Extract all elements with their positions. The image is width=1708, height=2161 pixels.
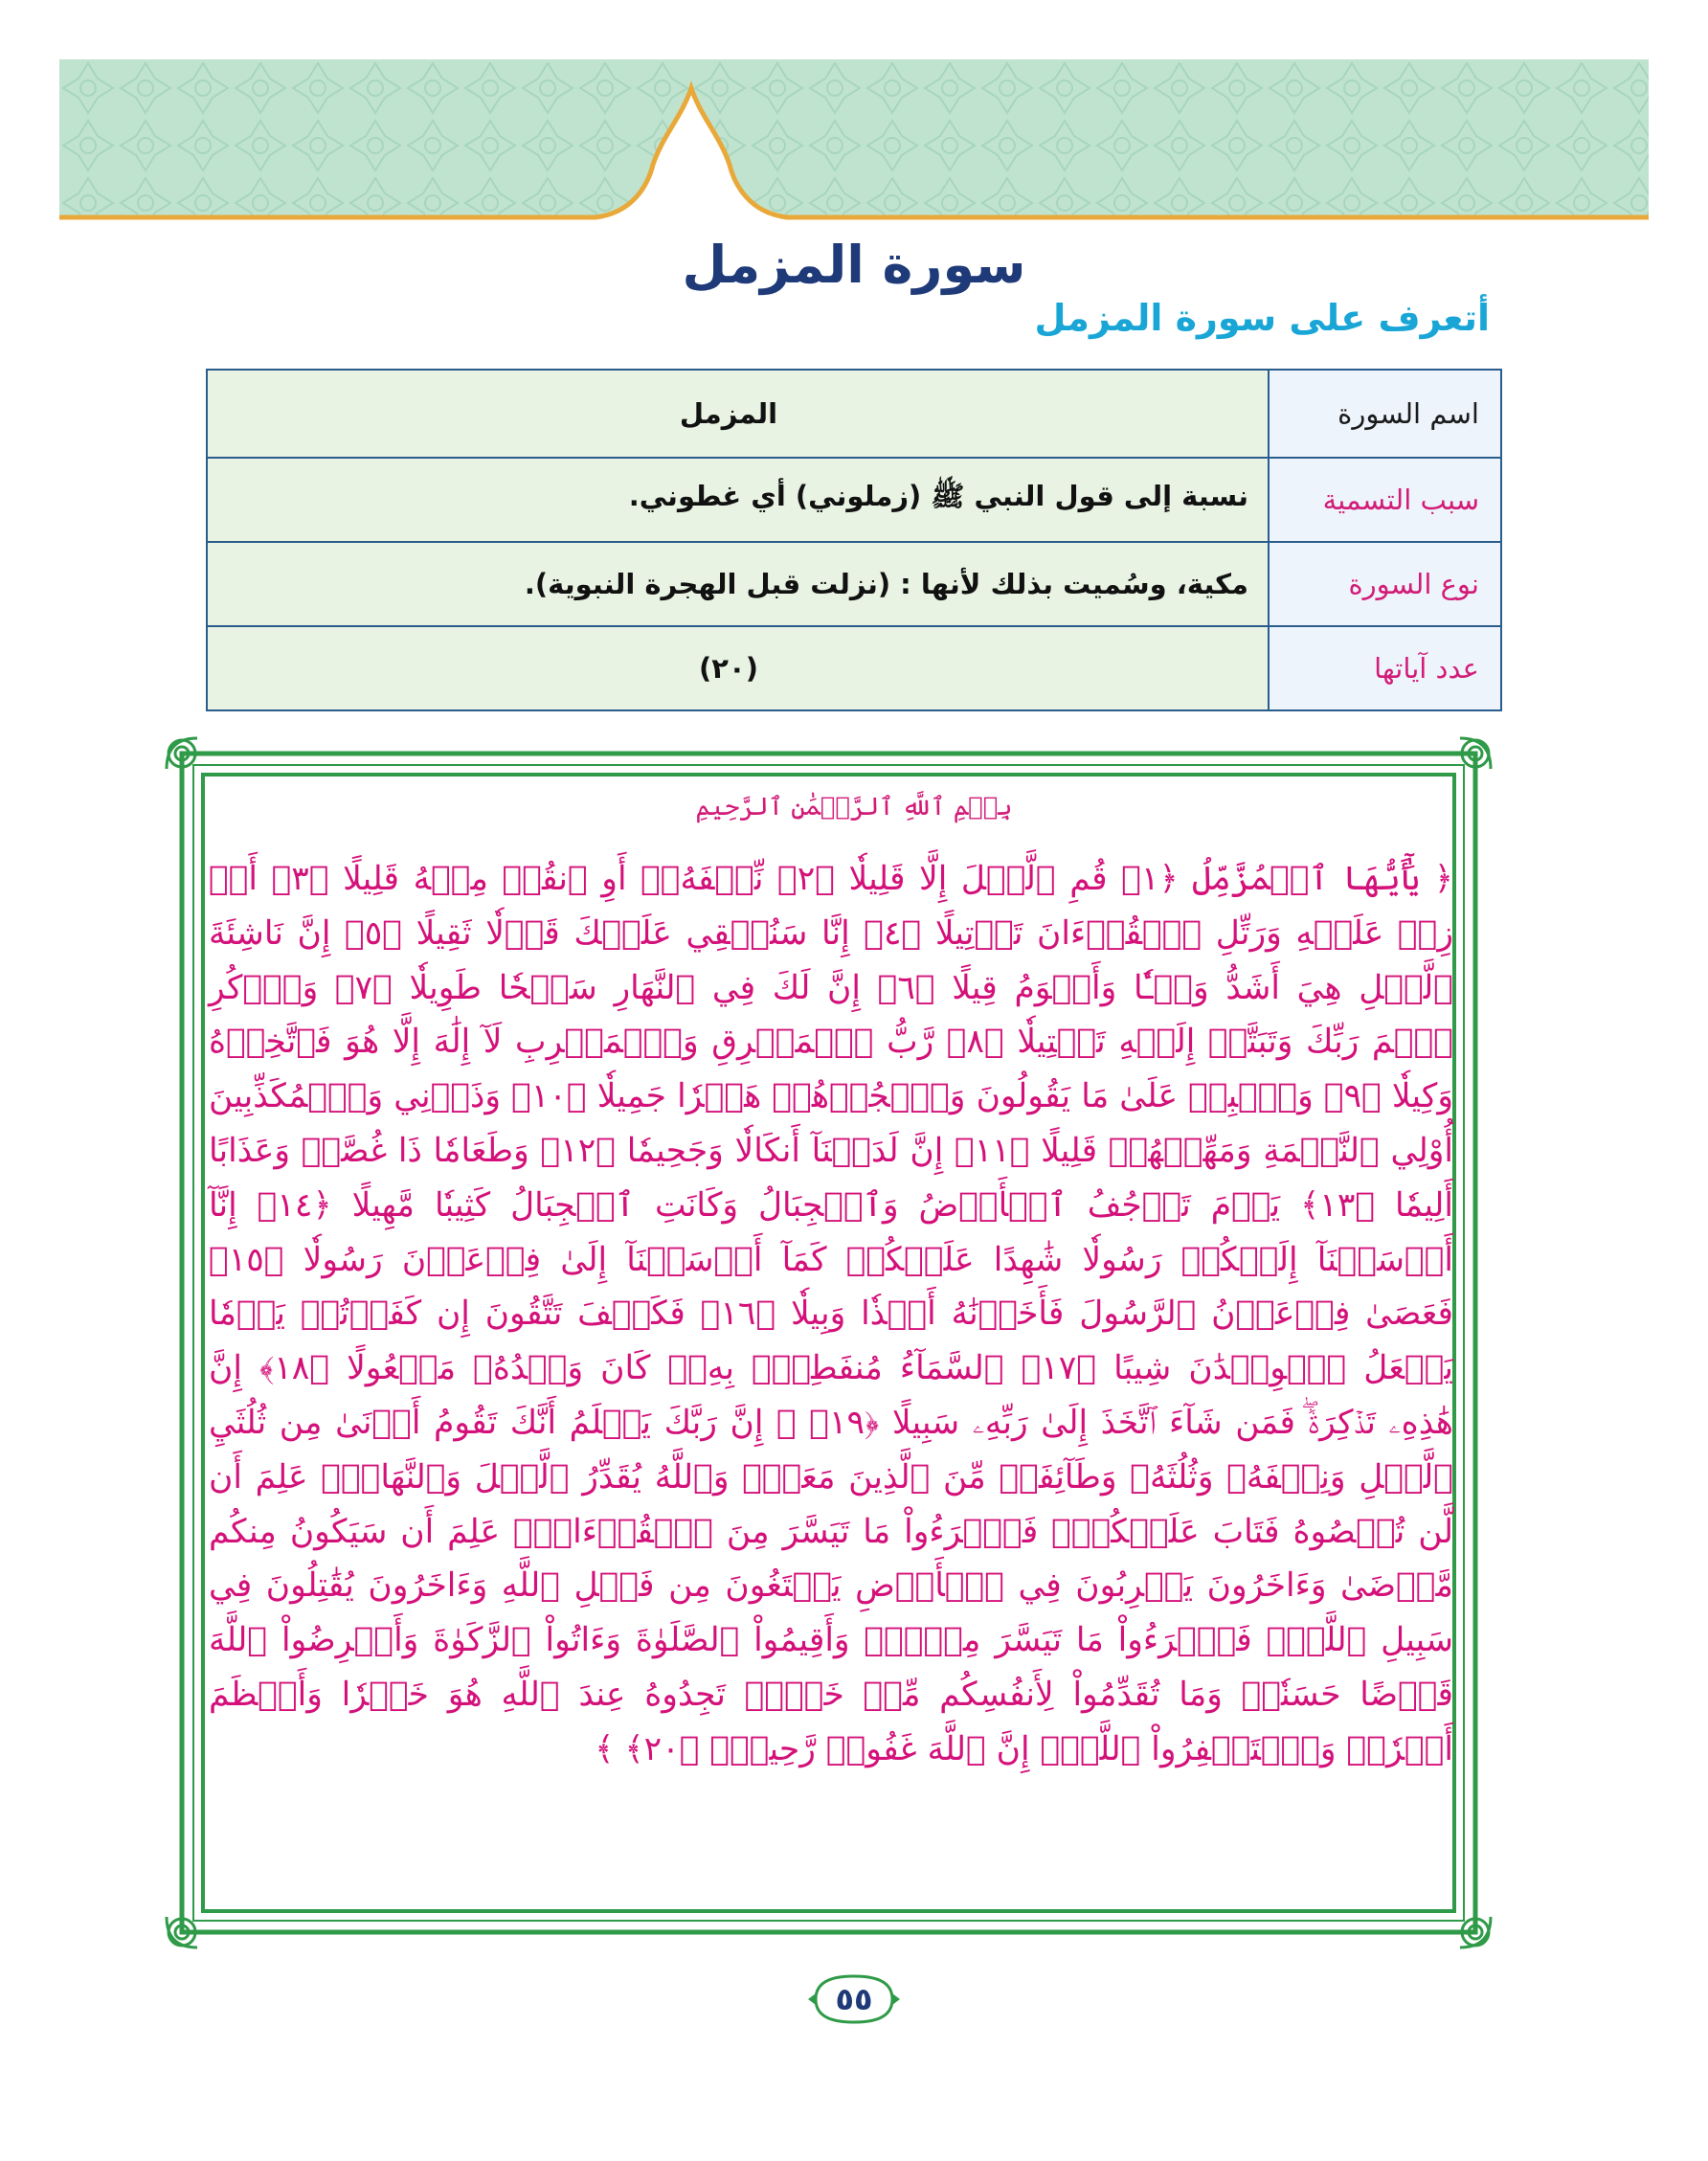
table-row	[207, 626, 1501, 710]
row-key: سبب التسمية	[1269, 458, 1501, 542]
page-number-text: ٥٥	[835, 1981, 873, 2017]
row-value: (٢٠)	[207, 626, 1269, 710]
surah-title: سورة المزمل	[682, 235, 1026, 295]
row-key: نوع السورة	[1269, 542, 1501, 626]
page-number	[806, 1972, 902, 2026]
row-value: مكية، وسُميت بذلك لأنها : (نزلت قبل الهجرة النبوية).	[207, 542, 1269, 626]
basmala: بِسۡمِ ٱللَّهِ ٱلرَّحۡمَٰنِ ٱلرَّحِيمِ	[695, 793, 1013, 822]
section-heading: أتعرف على سورة المزمل	[1034, 297, 1490, 339]
table-row	[207, 542, 1501, 626]
header-banner	[59, 59, 1649, 222]
banner-ornament-icon	[59, 59, 1649, 222]
row-key: عدد آياتها	[1269, 626, 1501, 710]
quran-verses: ﴿ يَٰٓأَيُّهَا ٱلۡمُزَّمِّلُ ﴿١﴾ قُمِ ٱلَّيۡلَ إِلَّا قَلِيلٗا ﴿٢﴾ نِّصۡفَهُۥٓ أَوِ ٱنقُصۡ مِنۡهُ قَلِيلًا ﴿٣﴾ أَوۡ زِدۡ عَلَيۡهِ وَرَتِّلِ ٱلۡقُرۡءَانَ تَرۡتِيلًا ﴿٤﴾ إِنَّا سَنُلۡقِي عَلَيۡكَ قَوۡلٗا ثَقِيلًا ﴿٥﴾ إِنَّ نَاشِئَةَ ٱلَّيۡلِ هِيَ أَشَدُّ وَطۡـٔٗا وَأَقۡوَمُ قِيلًا ﴿٦﴾ إِنَّ لَكَ فِي ٱلنَّهَارِ سَبۡحٗا طَوِيلٗا ﴿٧﴾ وَٱذۡكُرِ ٱسۡمَ رَبِّكَ وَتَبَتَّلۡ إِلَيۡهِ تَبۡتِيلٗا ﴿٨﴾ رَّبُّ ٱلۡمَشۡرِقِ وَٱلۡمَغۡرِبِ لَآ إِلَٰهَ إِلَّا هُوَ فَٱتَّخِذۡهُ وَكِيلٗا ﴿٩﴾ وَٱصۡبِرۡ عَلَىٰ مَا يَقُولُونَ وَٱهۡجُرۡهُمۡ هَجۡرٗا جَمِيلٗا ﴿١٠﴾ وَذَرۡنِي وَٱلۡمُكَذِّبِينَ أُوْلِي ٱلنَّعۡمَةِ وَمَهِّلۡهُمۡ قَلِيلًا ﴿١١﴾ إِنَّ لَدَيۡنَآ أَنكَالٗا وَجَحِيمٗا ﴿١٢﴾ وَطَعَامٗا ذَا غُصَّةٖ وَعَذَابًا أَلِيمٗا ﴿١٣﴾ يَوۡمَ تَرۡجُفُ ٱلۡأَرۡضُ وَٱلۡجِبَالُ وَكَانَتِ ٱلۡجِبَالُ كَثِيبٗا مَّهِيلًا ﴿١٤﴾ إِنَّآ أَرۡسَلۡنَآ إِلَيۡكُمۡ رَسُولٗا شَٰهِدًا عَلَيۡكُمۡ كَمَآ أَرۡسَلۡنَآ إِلَىٰ فِرۡعَوۡنَ رَسُولٗا ﴿١٥﴾ فَعَصَىٰ فِرۡعَوۡنُ ٱلرَّسُولَ فَأَخَذۡنَٰهُ أَخۡذٗا وَبِيلٗا ﴿١٦﴾ فَكَيۡفَ تَتَّقُونَ إِن كَفَرۡتُمۡ يَوۡمٗا يَجۡعَلُ ٱلۡوِلۡدَٰنَ شِيبًا ﴿١٧﴾ ٱلسَّمَآءُ مُنفَطِرُۢ بِهِۦۚ كَانَ وَعۡدُهُۥ مَفۡعُولًا ﴿١٨﴾ إِنَّ هَٰذِهِۦ تَذۡكِرَةٞۖ فَمَن شَآءَ ٱتَّخَذَ إِلَىٰ رَبِّهِۦ سَبِيلًا ﴿١٩﴾ ۞ إِنَّ رَبَّكَ يَعۡلَمُ أَنَّكَ تَقُومُ أَدۡنَىٰ مِن ثُلُثَيِ ٱلَّيۡلِ وَنِصۡفَهُۥ وَثُلُثَهُۥ وَطَآئِفَةٞ مِّنَ ٱلَّذِينَ مَعَكَۚ وَٱللَّهُ يُقَدِّرُ ٱلَّيۡلَ وَٱلنَّهَارَۚ عَلِمَ أَن لَّن تُحۡصُوهُ فَتَابَ عَلَيۡكُمۡۖ فَٱقۡرَءُواْ مَا تَيَسَّرَ مِنَ ٱلۡقُرۡءَانِۚ عَلِمَ أَن سَيَكُونُ مِنكُم مَّرۡضَىٰ وَءَاخَرُونَ يَضۡرِبُونَ فِي ٱلۡأَرۡضِ يَبۡتَغُونَ مِن فَضۡلِ ٱللَّهِ وَءَاخَرُونَ يُقَٰتِلُونَ فِي سَبِيلِ ٱللَّهِۖ فَٱقۡرَءُواْ مَا تَيَسَّرَ مِنۡهُۚ وَأَقِيمُواْ ٱلصَّلَوٰةَ وَءَاتُواْ ٱلزَّكَوٰةَ وَأَقۡرِضُواْ ٱللَّهَ قَرۡضًا حَسَنٗاۚ وَمَا تُقَدِّمُواْ لِأَنفُسِكُم مِّنۡ خَيۡرٖ تَجِدُوهُ عِندَ ٱللَّهِ هُوَ خَيۡرٗا وَأَعۡظَمَ أَجۡرٗاۚ وَٱسۡتَغۡفِرُواْ ٱللَّهَۖ إِنَّ ٱللَّهَ غَفُورٞ رَّحِيمُۢ ﴿٢٠﴾ ﴾	[209, 860, 1454, 1768]
row-value: المزمل	[207, 370, 1269, 458]
row-key: اسم السورة	[1269, 370, 1501, 458]
surah-info-table	[206, 369, 1502, 711]
table-row	[207, 370, 1501, 458]
table-row	[207, 458, 1501, 542]
row-value: نسبة إلى قول النبي ﷺ (زملوني) أي غطوني.	[207, 458, 1269, 542]
